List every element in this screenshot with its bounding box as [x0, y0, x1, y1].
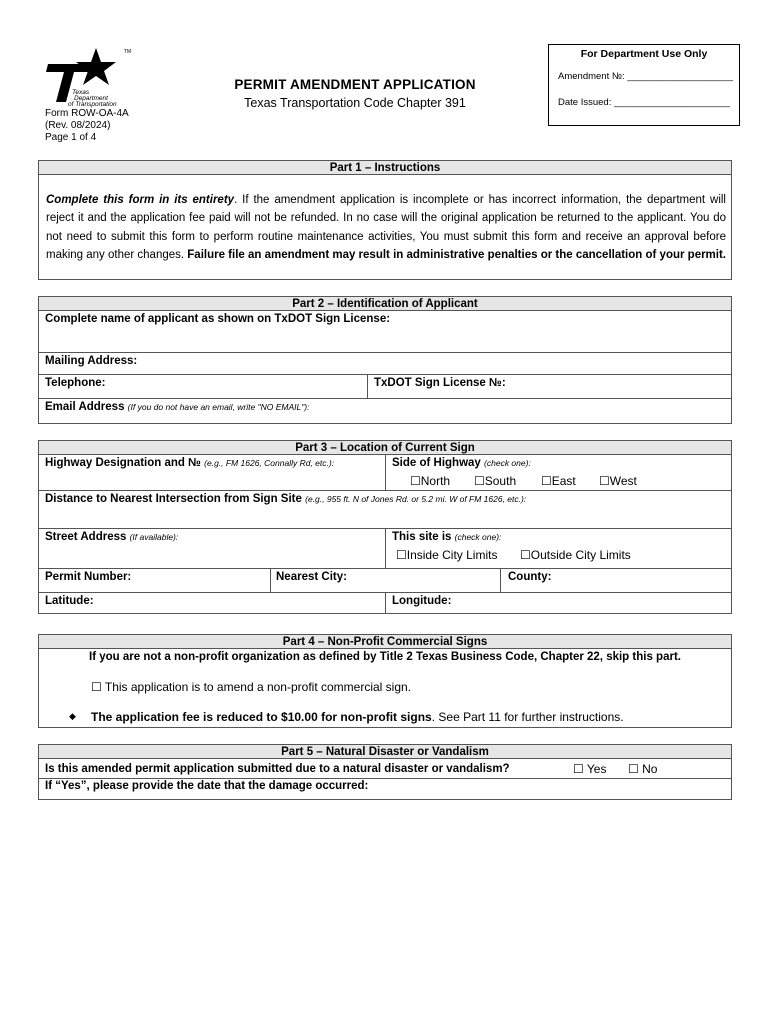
amendment-number-field[interactable]: Amendment №: ____________________: [558, 71, 733, 82]
logo-tm: TM: [124, 49, 132, 55]
county-field[interactable]: County:: [508, 571, 552, 583]
permit-number-field[interactable]: Permit Number:: [45, 571, 132, 583]
fee-bold: The application fee is reduced to $10.00 for non-profit signs: [91, 710, 432, 724]
part4-heading: Part 4 – Non-Profit Commercial Signs: [38, 634, 732, 649]
distance-label: Distance to Nearest Intersection from Sign Site: [45, 493, 302, 505]
divider: [38, 352, 732, 353]
part1-body: . If the amendment application is incomplete or has incorrect information, the department will reject it and the application fee paid will not be refunded. In no case will the original application be returned to the applicant. You do not need to submit this form to perform routine maintenance activities, You must submit this form and receive an approval before making any other changes.: [46, 194, 726, 261]
applicant-name-field[interactable]: Complete name of applicant as shown on TxDOT Sign License:: [45, 313, 391, 325]
part4-skip-note: If you are not a non-profit organization as defined by Title 2 Texas Business Code, Chapter 22, skip this part.: [89, 651, 681, 663]
outside-city-checkbox[interactable]: ☐Outside City Limits: [520, 548, 631, 562]
divider: [385, 528, 386, 568]
side-of-highway-field: [392, 457, 531, 469]
side-south-checkbox[interactable]: ☐South: [474, 474, 517, 488]
email-label: Email Address: [45, 401, 125, 413]
highway-designation-field[interactable]: [45, 457, 334, 469]
form-meta: [45, 108, 129, 144]
non-profit-checkbox[interactable]: ☐ This application is to amend a non-profit commercial sign.: [91, 680, 412, 694]
department-use-box: [548, 44, 740, 126]
site-label: This site is: [392, 531, 452, 543]
mailing-address-field[interactable]: Mailing Address:: [45, 355, 138, 367]
side-hint: (check one):: [484, 458, 531, 468]
part2-heading: Part 2 – Identification of Applicant: [38, 296, 732, 311]
street-address-field[interactable]: [45, 531, 178, 543]
disaster-yes-checkbox[interactable]: ☐ Yes: [573, 762, 607, 776]
distance-hint: (e.g., 955 ft. N of Jones Rd. or 5.2 mi. W of FM 1626, etc.):: [305, 494, 527, 504]
highway-label: Highway Designation and №: [45, 457, 201, 469]
side-east-checkbox[interactable]: ☐East: [541, 474, 576, 488]
longitude-field[interactable]: Longitude:: [392, 595, 452, 607]
nearest-city-field[interactable]: Nearest City:: [276, 571, 347, 583]
distance-intersection-field[interactable]: [45, 493, 526, 505]
divider: [38, 374, 732, 375]
logo-text-1: Texas: [72, 89, 90, 96]
divider: [38, 398, 732, 399]
disaster-no-checkbox[interactable]: ☐ No: [628, 762, 658, 776]
part5-heading: Part 5 – Natural Disaster or Vandalism: [38, 744, 732, 759]
divider: [38, 490, 732, 491]
telephone-field[interactable]: Telephone:: [45, 377, 106, 389]
part1-tail: Failure file an amendment may result in administrative penalties or the cancellation of your permit.: [187, 248, 727, 261]
divider: [38, 778, 732, 779]
form-revision: (Rev. 08/2024): [45, 120, 111, 131]
divider: [38, 568, 732, 569]
disaster-question: Is this amended permit application submitted due to a natural disaster or vandalism?: [45, 763, 510, 775]
fee-note: [91, 710, 624, 724]
divider: [367, 374, 368, 398]
txdot-logo: [44, 44, 139, 114]
email-hint: (If you do not have an email, write "NO EMAIL"):: [127, 402, 310, 412]
logo-text-3: of Transportation: [68, 101, 117, 108]
highway-hint: (e.g., FM 1626, Connally Rd, etc.):: [204, 458, 335, 468]
fee-rest: . See Part 11 for further instructions.: [431, 710, 624, 724]
part3-heading: Part 3 – Location of Current Sign: [38, 440, 732, 455]
divider: [385, 592, 386, 614]
divider: [500, 568, 501, 592]
part1-instructions: [46, 191, 726, 264]
date-issued-field[interactable]: Date Issued: ______________________: [558, 97, 731, 108]
side-label: Side of Highway: [392, 457, 481, 469]
page-title: PERMIT AMENDMENT APPLICATION: [234, 77, 476, 92]
side-north-checkbox[interactable]: ☐North: [410, 474, 451, 488]
form-number: Form ROW-OA-4A: [45, 108, 129, 119]
latitude-field[interactable]: Latitude:: [45, 595, 94, 607]
bullet-icon: ◆: [69, 711, 76, 721]
inside-city-checkbox[interactable]: ☐Inside City Limits: [396, 548, 498, 562]
txdot-logo-icon: [44, 44, 139, 114]
site-location-field: [392, 531, 501, 543]
email-address-field[interactable]: [45, 401, 309, 413]
street-hint: (If available):: [129, 532, 179, 542]
street-label: Street Address: [45, 531, 127, 543]
damage-date-field[interactable]: If “Yes”, please provide the date that the damage occurred:: [45, 780, 369, 792]
sign-license-field[interactable]: TxDOT Sign License №:: [374, 377, 506, 389]
page-subtitle: Texas Transportation Code Chapter 391: [244, 96, 466, 110]
site-hint: (check one):: [454, 532, 502, 542]
divider: [385, 454, 386, 490]
part1-heading: Part 1 – Instructions: [38, 160, 732, 175]
page-number: Page 1 of 4: [45, 132, 97, 143]
department-use-heading: For Department Use Only: [580, 48, 708, 60]
title-block: [200, 77, 510, 110]
side-west-checkbox[interactable]: ☐West: [599, 474, 637, 488]
logo-text-2: Department: [74, 95, 108, 102]
divider: [270, 568, 271, 592]
part1-lead: Complete this form in its entirety: [46, 194, 235, 206]
